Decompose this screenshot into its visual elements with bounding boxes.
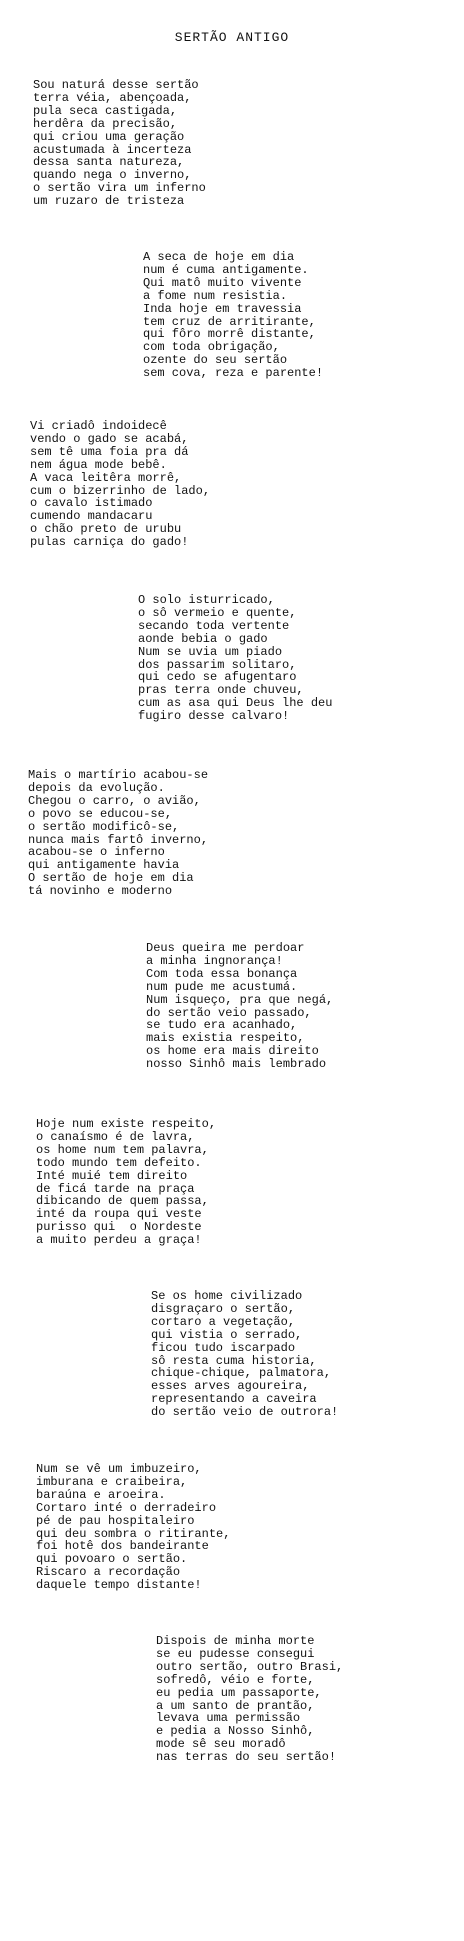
poem-line: quando nega o inverno, — [33, 168, 192, 183]
poem-line: disgraçaro o sertão, — [151, 1301, 296, 1316]
poem-line: dos passarim solitaro, — [138, 657, 297, 672]
poem-line: com toda obrigação, — [143, 340, 280, 355]
poem-line: os home era mais direito — [146, 1044, 319, 1059]
poem-line: tá novinho e moderno — [28, 884, 173, 899]
poem-line: se eu pudesse consegui — [156, 1646, 315, 1661]
poem-line: o canaísmo é de lavra, — [36, 1129, 195, 1144]
stanza-9 — [36, 1463, 230, 1592]
poem-line: tem cruz de arritirante, — [143, 314, 316, 329]
poem-line: cum o bizerrinho de lado, — [30, 483, 211, 498]
poem-line: outro sertão, outro Brasi, — [156, 1659, 344, 1674]
poem-line: imburana e craibeira, — [36, 1474, 188, 1489]
poem-line: fugiro desse calvaro! — [138, 709, 290, 724]
poem-line: Dispois de minha morte — [156, 1634, 315, 1648]
poem-line: sofredô, véio e forte, — [156, 1672, 315, 1687]
stanza-7 — [36, 1118, 216, 1247]
poem-line: daquele tempo distante! — [36, 1578, 202, 1593]
poem-line: mode sê seu moradô — [156, 1737, 286, 1752]
poem-line: o sertão modificô-se, — [28, 819, 180, 834]
poem-line: cortaro a vegetação, — [151, 1314, 296, 1329]
poem-line: Deus queira me perdoar — [146, 941, 305, 955]
poem-line: do sertão veio de outrora! — [151, 1405, 339, 1420]
poem-line: depois da evolução. — [28, 780, 165, 795]
poem-line: baraúna e aroeira. — [36, 1487, 166, 1502]
poem-line: qui antigamente havia — [28, 858, 180, 873]
poem-line: aonde bebia o gado — [138, 631, 268, 646]
poem-line: O solo isturricado, — [138, 593, 275, 607]
poem-line: foi hotê dos bandeirante — [36, 1539, 209, 1554]
stanza-4 — [138, 594, 332, 723]
poem-line: a um santo de prantão, — [156, 1698, 315, 1713]
poem-title: SERTÃO ANTIGO — [174, 30, 290, 45]
poem-line: Com toda essa bonança — [146, 966, 298, 981]
stanza-1 — [33, 79, 206, 208]
poem-line: o povo se educou-se, — [28, 806, 173, 821]
poem-line: chique-chique, palmatora, — [151, 1366, 332, 1381]
poem-line: levava uma permissão — [156, 1711, 301, 1726]
poem-line: o chão preto de urubu — [30, 522, 182, 537]
poem-line: e pedia a Nosso Sinhô, — [156, 1724, 315, 1739]
poem-line: ozente do seu sertão — [143, 353, 288, 368]
poem-line: terra véia, abençoada, — [33, 90, 192, 105]
poem-line: sô resta cuma historia, — [151, 1353, 317, 1368]
poem-line: sem cova, reza e parente! — [143, 366, 324, 381]
poem-line: Cortaro inté o derradeiro — [36, 1500, 217, 1515]
poem-line: Hoje num existe respeito, — [36, 1117, 217, 1131]
poem-line: O sertão de hoje em dia — [28, 871, 194, 886]
poem-line: do sertão veio passado, — [146, 1005, 312, 1020]
poem-line: nas terras do seu sertão! — [156, 1750, 337, 1765]
poem-line: a muito perdeu a graça! — [36, 1233, 202, 1248]
poem-line: acustumada à incerteza — [33, 142, 192, 157]
poem-line: A seca de hoje em dia — [143, 250, 295, 264]
poem-line: Num isqueço, pra que negá, — [146, 992, 334, 1007]
poem-line: secando toda vertente — [138, 618, 290, 633]
stanza-10 — [156, 1635, 343, 1764]
poem-line: a minha ingnorança! — [146, 953, 283, 968]
poem-line: cum as asa qui Deus lhe deu — [138, 696, 333, 711]
poem-line: inté da roupa qui veste — [36, 1207, 202, 1222]
poem-line: nunca mais fartô inverno, — [28, 832, 209, 847]
poem-line: Chegou o carro, o avião, — [28, 793, 201, 808]
poem-line: Sou naturá desse sertão — [33, 78, 199, 92]
poem-line: um ruzaro de tristeza — [33, 194, 185, 209]
poem-line: esses arves agoureira, — [151, 1379, 310, 1394]
stanza-2 — [143, 251, 323, 380]
poem-line: representando a caveira — [151, 1392, 317, 1407]
poem-line: sem tê uma foia pra dá — [30, 444, 189, 459]
stanza-6 — [146, 942, 333, 1071]
poem-line: cumendo mandacaru — [30, 509, 153, 524]
poem-line: dibicando de quem passa, — [36, 1194, 209, 1209]
poem-line: A vaca leitêra morrê, — [30, 470, 182, 485]
poem-line: Riscaro a recordação — [36, 1565, 181, 1580]
poem-line: vendo o gado se acabá, — [30, 431, 189, 446]
poem-line: qui povoaro o sertão. — [36, 1552, 188, 1567]
poem-line: qui deu sombra o ritirante, — [36, 1526, 231, 1541]
poem-line: nosso Sinhô mais lembrado — [146, 1057, 327, 1072]
poem-line: a fome num resistia. — [143, 288, 288, 303]
poem-line: herdêra da precisão, — [33, 116, 178, 131]
stanza-5 — [28, 769, 208, 898]
poem-line: Mais o martírio acabou-se — [28, 768, 209, 782]
poem-line: pula seca castigada, — [33, 103, 178, 118]
poem-line: ficou tudo iscarpado — [151, 1340, 296, 1355]
poem-line: Num se uvia um piado — [138, 644, 283, 659]
poem-line: eu pedia um passaporte, — [156, 1685, 322, 1700]
poem-line: dessa santa natureza, — [33, 155, 185, 170]
poem-line: se tudo era acanhado, — [146, 1018, 298, 1033]
poem-line: pé de pau hospitaleiro — [36, 1513, 195, 1528]
poem-line: todo mundo tem defeito. — [36, 1155, 202, 1170]
poem-line: qui criou uma geração — [33, 129, 185, 144]
poem-line: nem água mode bebê. — [30, 457, 167, 472]
poem-line: Num se vê um imbuzeiro, — [36, 1462, 202, 1476]
poem-line: mais existia respeito, — [146, 1031, 305, 1046]
poem-line: Inté muié tem direito — [36, 1168, 188, 1183]
poem-line: Inda hoje em travessia — [143, 301, 302, 316]
poem-line: o sô vermeio e quente, — [138, 605, 297, 620]
stanza-8 — [151, 1290, 338, 1419]
poem-line: Qui matô muito vivente — [143, 275, 302, 290]
poem-line: o sertão vira um inferno — [33, 181, 206, 196]
poem-line: qui vistia o serrado, — [151, 1327, 303, 1342]
poem-line: pulas carniça do gado! — [30, 535, 189, 550]
stanza-3 — [30, 420, 210, 549]
poem-line: acabou-se o inferno — [28, 845, 165, 860]
poem-line: Se os home civilizado — [151, 1289, 303, 1303]
poem-line: qui fôro morrê distante, — [143, 327, 316, 342]
poem-line: o cavalo istimado — [30, 496, 153, 511]
poem-line: num pude me acustumá. — [146, 979, 298, 994]
poem-line: de ficá tarde na praça — [36, 1181, 195, 1196]
poem-line: pras terra onde chuveu, — [138, 683, 304, 698]
poem-line: Vi criadô indoidecê — [30, 419, 167, 433]
poem-line: os home num tem palavra, — [36, 1142, 209, 1157]
poem-line: purisso qui o Nordeste — [36, 1220, 202, 1235]
poem-line: qui cedo se afugentaro — [138, 670, 297, 685]
poem-line: num é cuma antigamente. — [143, 262, 309, 277]
